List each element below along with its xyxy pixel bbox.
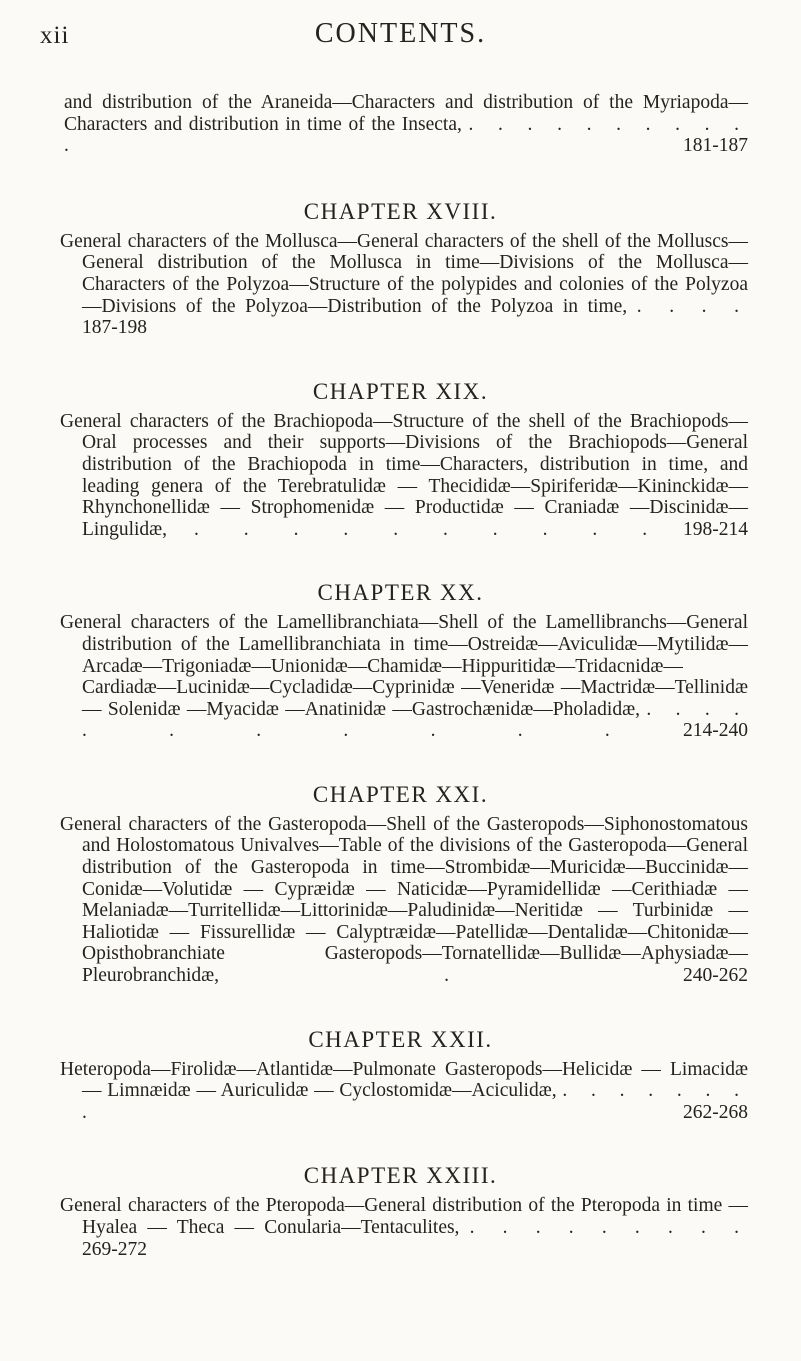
chapter-entry-xix bbox=[0, 373, 801, 541]
page-range: 214-240 bbox=[683, 720, 749, 742]
chapter-entry-xxii bbox=[0, 1021, 801, 1124]
dot-leader: . . . . . . . . . . bbox=[193, 518, 657, 540]
chapter-heading: CHAPTER XXI. bbox=[312, 781, 489, 807]
page-range: 198-214 bbox=[683, 518, 749, 540]
page-number: xii bbox=[40, 22, 70, 49]
dot-leader: . . . . . . . . bbox=[82, 1080, 749, 1123]
entry-description: General characters of the Pteropoda—General distribution of the Pteropoda in time — Hyalea — Theca — Conularia—Tentaculites, bbox=[60, 1195, 748, 1238]
entry-text bbox=[60, 612, 749, 742]
running-head bbox=[0, 18, 801, 58]
entry-text bbox=[60, 410, 749, 541]
entry-description: General characters of the Brachiopoda—Structure of the shell of the Brachiopods—Oral processes and their supports—Divisions of the Brachiopods—General distribution of the Brachiopoda in time—Characters, distribution in time, and leading genera of the Terebratulidæ — Thecididæ—Spiriferidæ—Kininckidæ—Rhynchonellidæ — Strophomenidæ — Productidæ — Craniadæ —Discinidæ—Lingulidæ, bbox=[60, 410, 748, 540]
entry-description: General characters of the Lamellibranchiata—Shell of the Lamellibranchs—General distribution of the Lamellibranchiata in time—Ostreidæ—Aviculidæ—Mytilidæ—Arcadæ—Trigoniadæ—Unionidæ—Chamidæ—Hippuritidæ—Tridacnidæ—Cardiadæ—Lucinidæ—Cycladidæ—Cyprinidæ —Veneridæ —Mactridæ—Tellinidæ — Solenidæ —Myacidæ —Anatinidæ —Gastrochænidæ—Pholadidæ, bbox=[60, 612, 748, 720]
dot-leader: . . . . bbox=[636, 295, 749, 317]
entry-text bbox=[60, 230, 749, 339]
chapter-entry-xviii bbox=[0, 193, 801, 339]
entry-description: General characters of the Mollusca—General characters of the shell of the Molluscs—General distribution of the Mollusca in time—Divisions of the Mollusca—Characters of the Polyzoa—Structure of the polypides and colonies of the Polyzoa—Divisions of the Polyzoa—Distribution of the Polyzoa in time, bbox=[60, 230, 748, 317]
entry-description: and distribution of the Araneida—Characters and distribution of the Myriapoda—Characters and distribution in time of the Insecta, bbox=[64, 92, 748, 135]
entry-text bbox=[60, 1058, 749, 1124]
chapter-heading: CHAPTER XXII. bbox=[308, 1026, 493, 1052]
page-range: 269-272 bbox=[82, 1238, 147, 1260]
dot-leader: . . . . . . . . . . . bbox=[64, 113, 749, 157]
chapter-heading: CHAPTER XVIII. bbox=[303, 198, 498, 224]
chapter-heading: CHAPTER XXIII. bbox=[303, 1163, 498, 1189]
page-range: 187-198 bbox=[82, 317, 147, 339]
page-range: 181-187 bbox=[683, 135, 748, 157]
page-range: 240-262 bbox=[683, 965, 749, 987]
entry-text bbox=[60, 813, 749, 987]
dot-leader: . . . . . . . . . bbox=[469, 1217, 748, 1238]
chapter-heading: CHAPTER XX. bbox=[317, 580, 484, 606]
dot-leader: . . . . . . . . . . . bbox=[82, 698, 749, 742]
chapter-heading: CHAPTER XIX. bbox=[312, 378, 489, 404]
dot-leader: . bbox=[444, 965, 458, 987]
entry-text bbox=[60, 1195, 748, 1260]
chapter-entry-xxi bbox=[0, 776, 801, 987]
contents-list bbox=[0, 92, 801, 1260]
entry-description: General characters of the Gasteropoda—Shell of the Gasteropods—Siphonostomatous and Holostomatous Univalves—Table of the divisions of the Gasteropoda—General distribution of the Gasteropoda in time—Strombidæ—Muricidæ—Buccinidæ—Conidæ—Volutidæ — Cypræidæ — Naticidæ—Pyramidellidæ —Cerithiadæ —Melaniadæ—Turritellidæ—Littorinidæ—Paludinidæ—Neritidæ — Turbinidæ —Haliotidæ — Fissurellidæ — Calyptræidæ—Patellidæ—Dentalidæ—Chitonidæ—Opisthobranchiate Gasteropods—Tornatellidæ—Bullidæ—Aphysiadæ—Pleurobranchidæ, bbox=[60, 813, 748, 987]
entry-description: Heteropoda—Firolidæ—Atlantidæ—Pulmonate Gasteropods—Helicidæ — Limacidæ — Limnæidæ — Auriculidæ — Cyclostomidæ—Aciculidæ, bbox=[60, 1058, 748, 1102]
page-range: 262-268 bbox=[683, 1101, 748, 1123]
entry-text bbox=[64, 92, 748, 157]
running-title: CONTENTS. bbox=[314, 18, 487, 49]
chapter-entry-xx bbox=[0, 574, 801, 742]
intro-entry bbox=[0, 92, 801, 157]
chapter-entry-xxiii bbox=[0, 1157, 801, 1260]
